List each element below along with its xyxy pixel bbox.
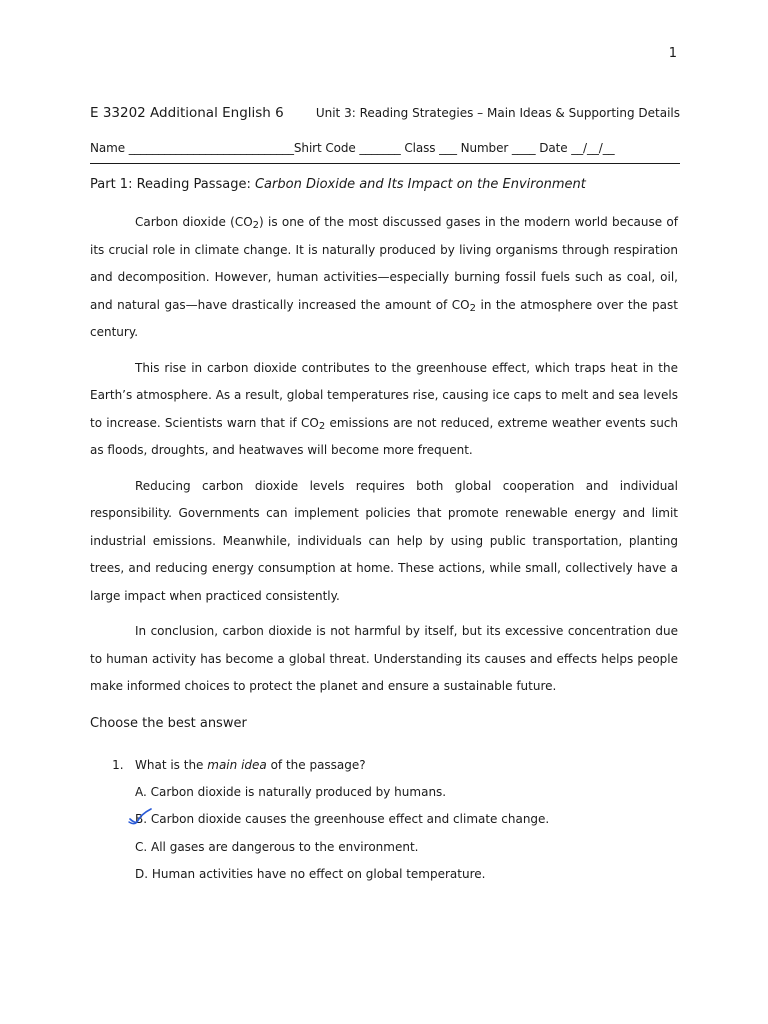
p1-text-c: in the atmosphere over the past century. <box>90 297 678 339</box>
question-1 <box>90 751 549 889</box>
instruction-heading: Choose the best answer <box>90 716 247 731</box>
question-number <box>90 758 135 772</box>
question-number-text: 1. <box>112 757 124 772</box>
reading-passage <box>90 209 678 709</box>
co2-subscript: 2 <box>469 302 476 314</box>
p2-text-a: This rise in carbon dioxide contributes to the greenhouse effect, which traps heat in the Earth’s atmosphere. As a result, global temperatures rise, causing ice caps to melt and sea levels to increase. Scientists warn that if CO <box>90 360 678 430</box>
question-text-emph: main idea <box>207 757 267 772</box>
part-heading <box>90 177 586 192</box>
option-b-label: B. Carbon dioxide causes the greenhouse effect and climate change. <box>135 812 550 826</box>
unit-title: Unit 3: Reading Strategies – Main Ideas & Supporting Details <box>315 106 680 120</box>
question-text-a: What is the <box>135 757 208 772</box>
answer-check-mark-icon <box>127 807 153 829</box>
p1-text-b: ) is one of the most discussed gases in the modern world because of its crucial role in climate change. It is naturally produced by living organisms through respiration and decomposition. However, human activities—especially burning fossil fuels such as coal, oil, and natural gas—have drastically increased the amount of CO <box>90 215 678 312</box>
p1-text-a: Carbon dioxide (CO <box>135 215 253 229</box>
page-number: 1 <box>668 46 677 61</box>
option-d[interactable]: D. Human activities have no effect on global temperature. <box>135 867 486 881</box>
question-text <box>135 758 366 772</box>
co2-subscript: 2 <box>318 420 326 432</box>
option-a[interactable]: A. Carbon dioxide is naturally produced by humans. <box>135 784 447 799</box>
worksheet-header <box>90 105 680 121</box>
passage-paragraph-2 <box>90 355 678 465</box>
part-label: Part 1: Reading Passage: <box>90 177 255 192</box>
question-stem <box>90 751 549 779</box>
passage-paragraph-3: Reducing carbon dioxide levels requires both global cooperation and individual responsibility. Governments can implement policies that promote renewable energy and limit industrial emissions. Meanwhile, individuals can help by using public transportation, planting trees, and reducing energy consumption at home. These actions, while small, collectively have a large impact when practiced consistently. <box>90 478 678 603</box>
header-divider <box>90 163 680 164</box>
passage-paragraph-4: In conclusion, carbon dioxide is not harmful by itself, but its excessive concentration due to human activity has become a global threat. Understanding its causes and effects helps people make informed choices to protect the planet and ensure a sustainable future. <box>90 624 678 693</box>
passage-title: Carbon Dioxide and Its Impact on the Environment <box>254 177 586 192</box>
question-text-b: of the passage? <box>266 757 366 772</box>
student-info-line: Name ____________________________Shirt Code _______ Class ___ Number ____ Date __/__/__ <box>90 141 615 155</box>
p2-text-b: emissions are not reduced, extreme weather events such as floods, droughts, and heatwaves will become more frequent. <box>90 415 678 457</box>
option-c[interactable]: C. All gases are dangerous to the environment. <box>135 839 419 854</box>
co2-subscript: 2 <box>252 220 260 231</box>
course-title: E 33202 Additional English 6 <box>90 105 284 121</box>
option-b[interactable] <box>90 806 549 834</box>
passage-paragraph-1 <box>90 209 678 347</box>
